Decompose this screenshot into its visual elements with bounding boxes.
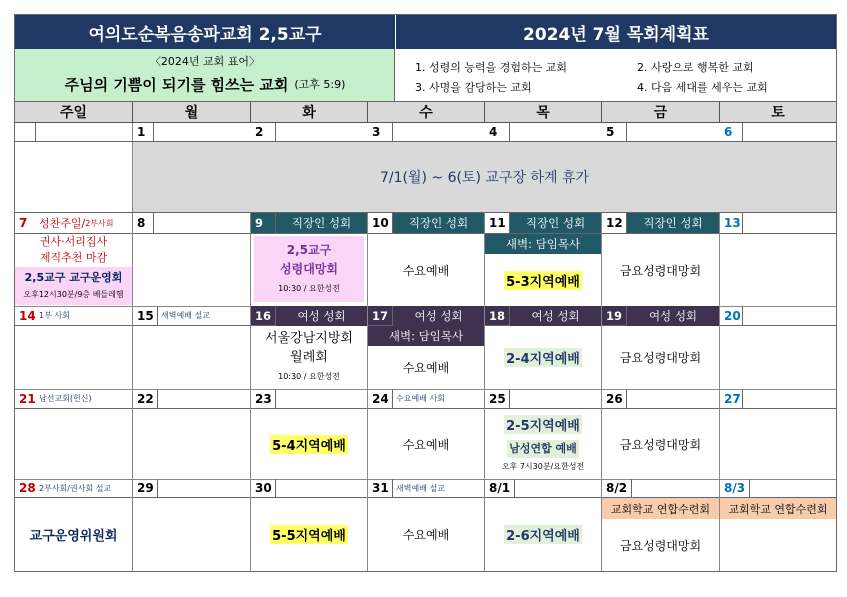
note-cell: [750, 479, 836, 498]
note-cell: 수요예배 사회: [393, 389, 484, 409]
district-service: 2-6지역예배: [485, 498, 601, 571]
wednesday-service: 수요예배: [402, 437, 450, 452]
weekday-mon: 월: [133, 102, 251, 123]
church-title: 여의도순복음송파교회 2,5교구: [15, 15, 395, 49]
date-cell: 16: [251, 306, 276, 326]
note-cell: [158, 389, 250, 409]
note-cell: [627, 389, 719, 409]
date-cell: 23: [251, 389, 276, 409]
date-cell-saturday: 8/3: [720, 479, 750, 498]
motto-text-row: [15, 72, 395, 96]
note-cell: [510, 123, 602, 142]
note-cell: [515, 479, 601, 498]
sunday-notice: 권사·서리집사 제직추천 마감: [39, 235, 108, 264]
friday-service: 금요성령대망회: [619, 437, 702, 452]
note-cell: [158, 479, 250, 498]
date-cell: 9: [251, 213, 276, 234]
date-cell: 5: [602, 123, 627, 142]
wednesday-service: 수요예배: [402, 263, 450, 278]
date-cell: 18: [485, 306, 510, 326]
weekday-wed: 수: [368, 102, 485, 123]
event-bar: 직장인 성회: [276, 213, 367, 234]
event-bar: 여성 성회: [393, 306, 484, 326]
date-cell: 8/2: [602, 479, 632, 498]
note-cell: 성찬주일/ 2부사회: [36, 213, 132, 234]
date-cell-saturday: 13: [720, 213, 743, 234]
empty-sunday-cell: [15, 142, 133, 213]
note-cell: 새벽예배 설교: [158, 306, 250, 326]
district-assembly-event: 서울강남지방회 월례회 10:30 / 요한성전: [265, 331, 353, 381]
wednesday-service: 수요예배: [402, 528, 450, 542]
date-cell-saturday: 6: [720, 123, 743, 142]
date-cell: 25: [485, 389, 510, 409]
date-cell: 3: [368, 123, 393, 142]
date-cell: 10: [368, 213, 393, 234]
goal-4: 4. 다음 세대를 세우는 교회: [637, 81, 768, 94]
goal-3: 3. 사명을 감당하는 교회: [415, 81, 532, 94]
date-cell: 15: [133, 306, 158, 326]
friday-service: 금요성령대망회: [619, 539, 702, 553]
note-cell: [154, 123, 251, 142]
weekday-sun: 주일: [15, 102, 133, 123]
date-cell: 31: [368, 479, 393, 498]
vacation-banner: [133, 142, 836, 213]
date-cell: 29: [133, 479, 158, 498]
date-cell-sunday: 21: [15, 389, 36, 409]
note-cell: 2부사회/권사회 설교: [36, 479, 132, 498]
date-cell: 8/1: [485, 479, 515, 498]
mens-service: 남성연합 예배 오후 7시30분/요한성전: [501, 442, 585, 471]
retreat-bar: 교회학교 연합수련회: [720, 498, 836, 519]
goal-1: 1. 성령의 능력을 경험하는 교회: [415, 61, 567, 74]
date-cell: 22: [133, 389, 158, 409]
date-cell: 30: [251, 479, 276, 498]
note-cell: [510, 389, 601, 409]
goal-2: 2. 사랑으로 행복한 교회: [637, 61, 754, 74]
note-cell: 남선교회(헌신): [36, 389, 132, 409]
date-cell: 19: [602, 306, 627, 326]
weekday-sat: 토: [720, 102, 836, 123]
district-meeting: 2,5교구 교구운영회 오후12시30분/9층 베들레헴: [15, 267, 132, 305]
note-cell: [743, 123, 836, 142]
date-cell-sunday: 7: [15, 213, 36, 234]
district-service: 2-4지역예배: [485, 326, 601, 389]
note-cell: [276, 123, 368, 142]
date-cell: 2: [251, 123, 276, 142]
date-cell: 11: [485, 213, 510, 234]
date-cell-sunday: 14: [15, 306, 36, 326]
note-cell: [154, 213, 250, 234]
weekday-fri: 금: [602, 102, 720, 123]
dawn-service-bar: 새벽: 담임목사: [368, 326, 484, 346]
note-cell: [627, 123, 720, 142]
weekday-thu: 목: [485, 102, 602, 123]
note-cell: [632, 479, 719, 498]
date-cell: 1: [133, 123, 154, 142]
date-cell: 24: [368, 389, 393, 409]
wednesday-service: 수요예배: [402, 361, 450, 375]
note-cell: [276, 479, 367, 498]
date-cell: 8: [133, 213, 154, 234]
note-cell: [743, 306, 836, 326]
vacation-text: 7/1(월) ~ 6(토) 교구장 하계 휴가: [380, 170, 589, 186]
date-cell: [15, 123, 36, 142]
note-cell: [393, 123, 485, 142]
spirit-revival-event: 2,5교구 성령대망회 10:30 / 요한성전: [254, 236, 364, 302]
date-cell-saturday: 20: [720, 306, 743, 326]
date-cell-sunday: 28: [15, 479, 36, 498]
event-bar: 여성 성회: [627, 306, 719, 326]
district-service: 5-4지역예배: [251, 409, 367, 479]
friday-service: 금요성령대망회: [619, 263, 702, 278]
note-cell: [36, 123, 133, 142]
weekday-tue: 화: [251, 102, 368, 123]
date-cell: 4: [485, 123, 510, 142]
note-cell: [276, 389, 367, 409]
event-bar: 여성 성회: [276, 306, 367, 326]
date-cell: 17: [368, 306, 393, 326]
event-bar: 직장인 성회: [393, 213, 484, 234]
motto-text: 주님의 기쁨이 되기를 힘쓰는 교회: [64, 75, 289, 94]
event-bar: 여성 성회: [510, 306, 601, 326]
motto-label: 〈2024년 교회 표어〉: [149, 55, 261, 68]
event-bar: 직장인 성회: [510, 213, 601, 234]
event-bar: 직장인 성회: [627, 213, 719, 234]
note-cell: [743, 213, 836, 234]
district-service: 2-5지역예배: [485, 411, 601, 437]
note-cell: [743, 389, 836, 409]
date-cell: 12: [602, 213, 627, 234]
friday-service: 금요성령대망회: [619, 351, 702, 365]
date-cell-saturday: 27: [720, 389, 743, 409]
date-cell: 26: [602, 389, 627, 409]
dawn-service-bar: 새벽: 담임목사: [485, 234, 601, 254]
district-service: 5-5지역예배: [251, 498, 367, 571]
district-service: 5-3지역예배: [485, 254, 601, 306]
note-cell: 1부 사회: [36, 306, 132, 326]
note-cell: 새벽예배 설교: [393, 479, 484, 498]
retreat-bar: 교회학교 연합수련회: [602, 498, 719, 519]
district-committee: 교구운영위원회: [29, 529, 118, 544]
plan-title: 2024년 7월 목회계획표: [395, 15, 836, 49]
motto-verse: (고후 5:9): [294, 78, 346, 91]
